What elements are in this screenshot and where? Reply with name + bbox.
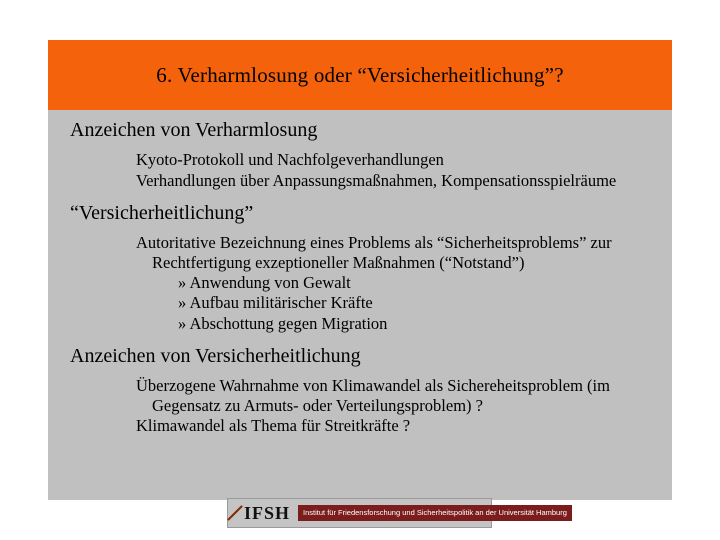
logo-subtitle: Institut für Friedensforschung und Sicherheitspolitik an der Universität Hamburg bbox=[298, 505, 572, 520]
slide-title-bar bbox=[48, 40, 672, 110]
bullet-level3: » Abschottung gegen Migration bbox=[178, 313, 388, 333]
spacer bbox=[58, 334, 662, 344]
bullet-level2: Verhandlungen über Anpassungsmaßnahmen, Kompensationsspielräume bbox=[136, 170, 617, 190]
bullet-level1: “Versicherheitlichung” bbox=[70, 201, 254, 224]
bullet-level3: » Aufbau militärischer Kräfte bbox=[178, 293, 373, 313]
bullet-level1: Anzeichen von Verharmlosung bbox=[70, 119, 318, 141]
diamond-icon bbox=[227, 505, 243, 521]
slide-content bbox=[48, 110, 672, 500]
bullet-level3: » Anwendung von Gewalt bbox=[178, 273, 351, 293]
bullet-level2: Autoritative Bezeichnung eines Problems als “Sicherheitsproblems” zur Rechtfertigung exzeptioneller Maßnahmen (“Notstand”) bbox=[136, 233, 612, 273]
bullet-level2: Überzogene Wahrnahme von Klimawandel als Sichereheitsproblem (im Gegensatz zu Armuts- oder Verteilungsproblem) ? bbox=[136, 376, 610, 416]
logo-name: IFSH bbox=[244, 502, 291, 523]
bullet-level2: Klimawandel als Thema für Streitkräfte ? bbox=[136, 416, 411, 436]
bullet-level2: Kyoto-Protokoll und Nachfolgeverhandlungen bbox=[136, 150, 444, 170]
page-title: 6. Verharmlosung oder “Versicherheitlichung”? bbox=[156, 62, 564, 87]
bullet-level1: Anzeichen von Versicherheitlichung bbox=[70, 344, 361, 367]
ifsh-logo bbox=[227, 498, 567, 528]
spacer bbox=[58, 191, 662, 201]
